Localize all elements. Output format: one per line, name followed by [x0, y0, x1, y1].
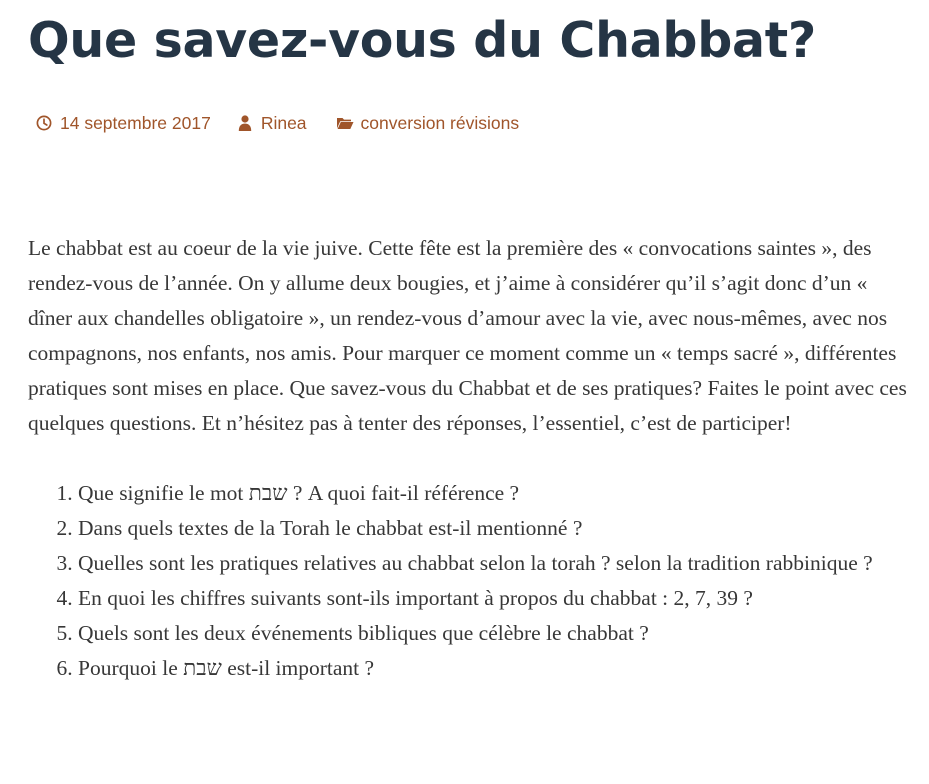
list-item: 2. Dans quels textes de la Torah le chabbat est-il mentionné ? [78, 511, 908, 546]
list-item: 4. En quoi les chiffres suivants sont-ils important à propos du chabbat : 2, 7, 39 ? [78, 581, 908, 616]
intro-paragraph: Le chabbat est au coeur de la vie juive. Cette fête est la première des « convocations saintes », des rendez-vous de l’année. On y allume deux bougies, et j’aime à considérer qu’il s’agit donc d’un « dîner aux chandelles obligatoire », un rendez-vous d’amour avec la vie, avec nous-mêmes, avec nos compagnons, nos enfants, nos amis. Pour marquer ce moment comme un « temps sacré », différentes pratiques sont mises en place. Que savez-vous du Chabbat et de ses pratiques? Faites le point avec ces quelques questions. Et n’hésitez pas à tenter des réponses, l’essentiel, c’est de participer! [28, 236, 907, 435]
user-icon [235, 113, 255, 133]
clock-icon [34, 113, 54, 133]
list-item: 3. Quelles sont les pratiques relatives au chabbat selon la torah ? selon la tradition rabbinique ? [78, 546, 908, 581]
post-date: 14 septembre 2017 [60, 112, 211, 133]
list-item: 6. Pourquoi le שבת est-il important ? [78, 651, 908, 686]
page-title: Que savez-vous du Chabbat? [28, 12, 816, 69]
post-meta [34, 110, 519, 136]
list-item: 1. Que signifie le mot שבת ? A quoi fait-il référence ? [78, 476, 908, 511]
post-author: Rinea [260, 112, 307, 133]
post-content [28, 231, 908, 686]
list-item: 5. Quels sont les deux événements bibliques que célèbre le chabbat ? [78, 616, 908, 651]
question-list [28, 476, 908, 686]
post-author-link[interactable] [235, 113, 307, 134]
folder-icon [335, 113, 355, 133]
post-category-link[interactable] [335, 113, 520, 134]
post-category: conversion révisions [360, 112, 520, 133]
post-date-link[interactable] [34, 113, 211, 134]
